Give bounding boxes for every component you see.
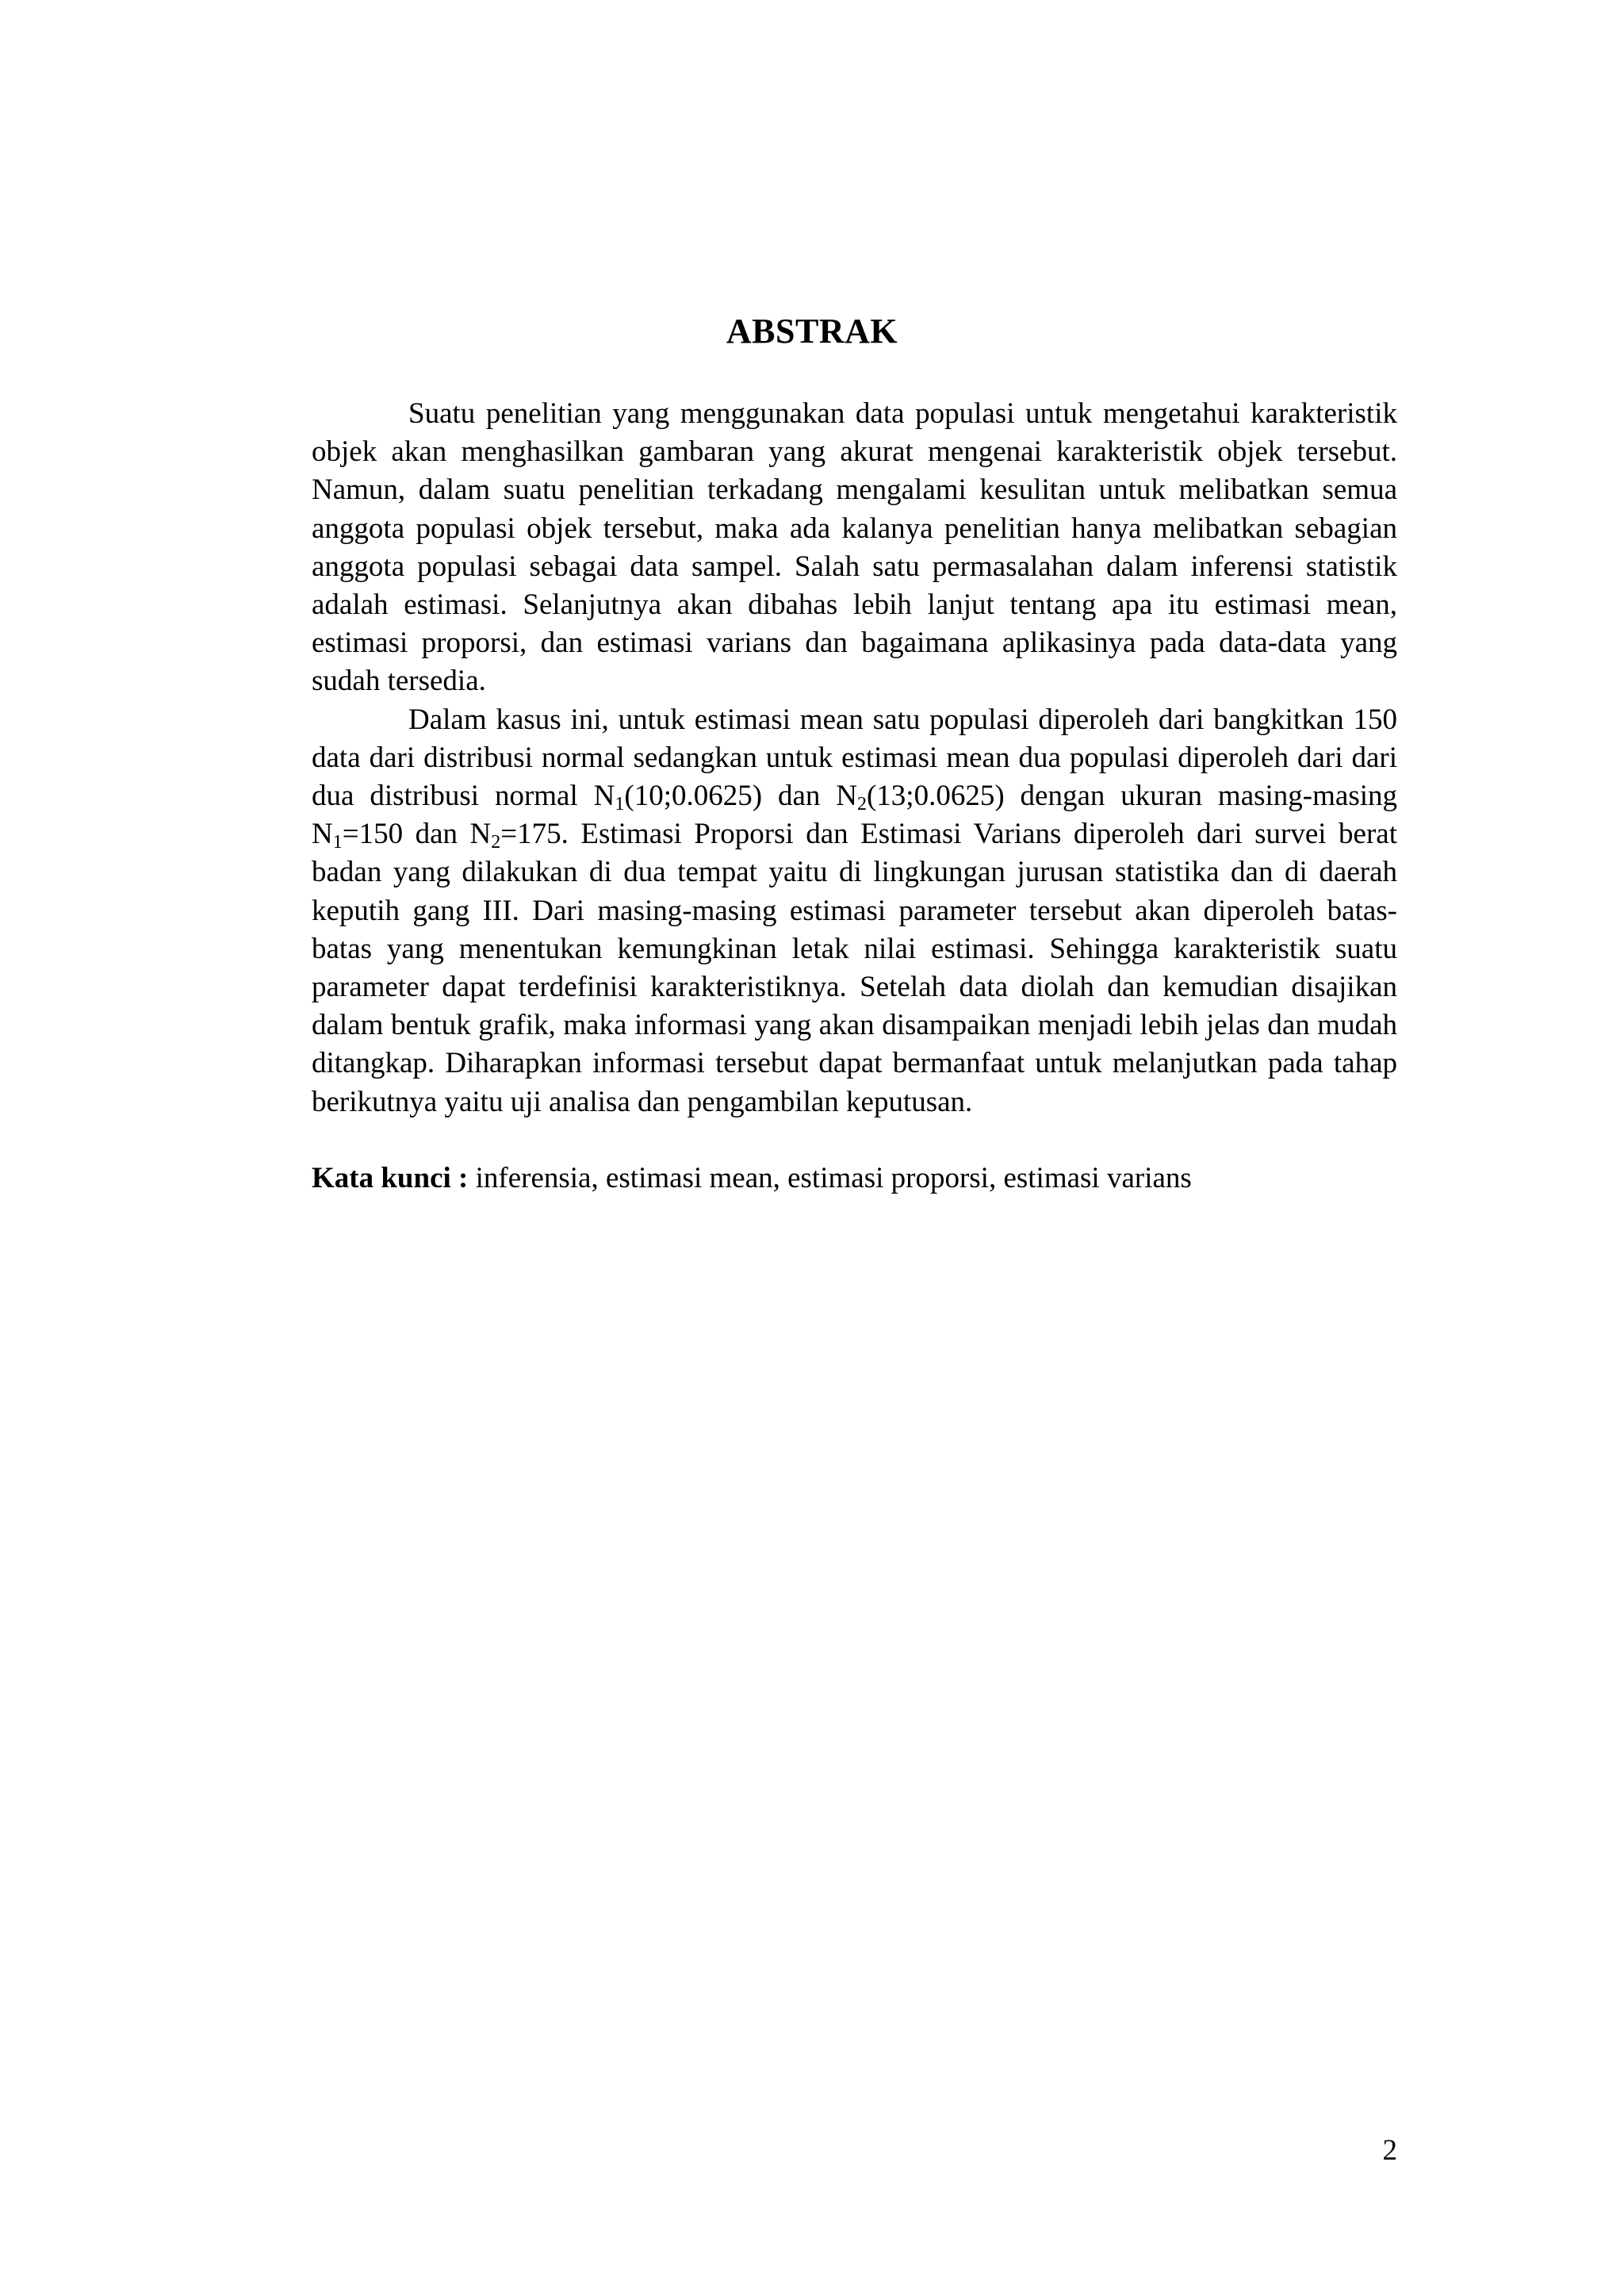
paragraph-2-text-4: =150 dan N xyxy=(342,818,492,851)
paragraph-2-text-3: (13;0.0625) dengan ukuran masing-masing N xyxy=(312,780,1398,851)
paragraph-2-text-2: (10;0.0625) dan N xyxy=(624,780,857,813)
paragraph-2-text-1: Dalam kasus ini, untuk estimasi mean satu populasi diperoleh dari bangkitkan 150 data dari distribusi normal sedangkan untuk estimasi mean dua populasi diperoleh dari dari dua distribusi normal N xyxy=(312,703,1397,813)
page-title: ABSTRAK xyxy=(726,312,898,351)
keywords-label: Kata kunci : xyxy=(312,1161,469,1194)
subscript-2: 2 xyxy=(856,794,867,815)
abstract-paragraph-1: Suatu penelitian yang menggunakan data populasi untuk mengetahui karakteristik objek akan menghasilkan gambaran yang akurat mengenai karakteristik objek tersebut. Namun, dalam suatu penelitian terkadang mengalami kesulitan untuk melibatkan semua anggota populasi objek tersebut, maka ada kalanya penelitian hanya melibatkan sebagian anggota populasi sebagai data sampel. Salah satu permasalahan dalam inferensi statistik adalah estimasi. Selanjutnya akan dibahas lebih lanjut tentang apa itu estimasi mean, estimasi proporsi, dan estimasi varians dan bagaimana aplikasinya pada data-data yang sudah tersedia. xyxy=(312,397,1397,698)
keywords-text: inferensia, estimasi mean, estimasi proporsi, estimasi varians xyxy=(468,1161,1192,1194)
page-number: 2 xyxy=(1382,2134,1397,2167)
subscript-1: 1 xyxy=(615,794,625,815)
abstract-body xyxy=(312,395,1397,1198)
paragraph-2-text-5: =175. Estimasi Proporsi dan Estimasi Varians diperoleh dari survei berat badan yang dilakukan di dua tempat yaitu di lingkungan jurusan statistika dan di daerah keputih gang III. Dari masing-masing estimasi parameter tersebut akan diperoleh batas-batas yang menentukan kemungkinan letak nilai estimasi. Sehingga karakteristik suatu parameter dapat terdefinisi karakteristiknya. Setelah data diolah dan kemudian disajikan dalam bentuk grafik, maka informasi yang akan disampaikan menjadi lebih jelas dan mudah ditangkap. Diharapkan informasi tersebut dapat bermanfaat untuk melanjutkan pada tahap berikutnya yaitu uji analisa dan pengambilan keputusan. xyxy=(312,818,1397,1118)
abstract-paragraph-2 xyxy=(312,701,1397,1121)
keywords-line xyxy=(312,1159,1397,1198)
subscript-3: 1 xyxy=(332,832,343,853)
subscript-4: 2 xyxy=(491,832,501,853)
